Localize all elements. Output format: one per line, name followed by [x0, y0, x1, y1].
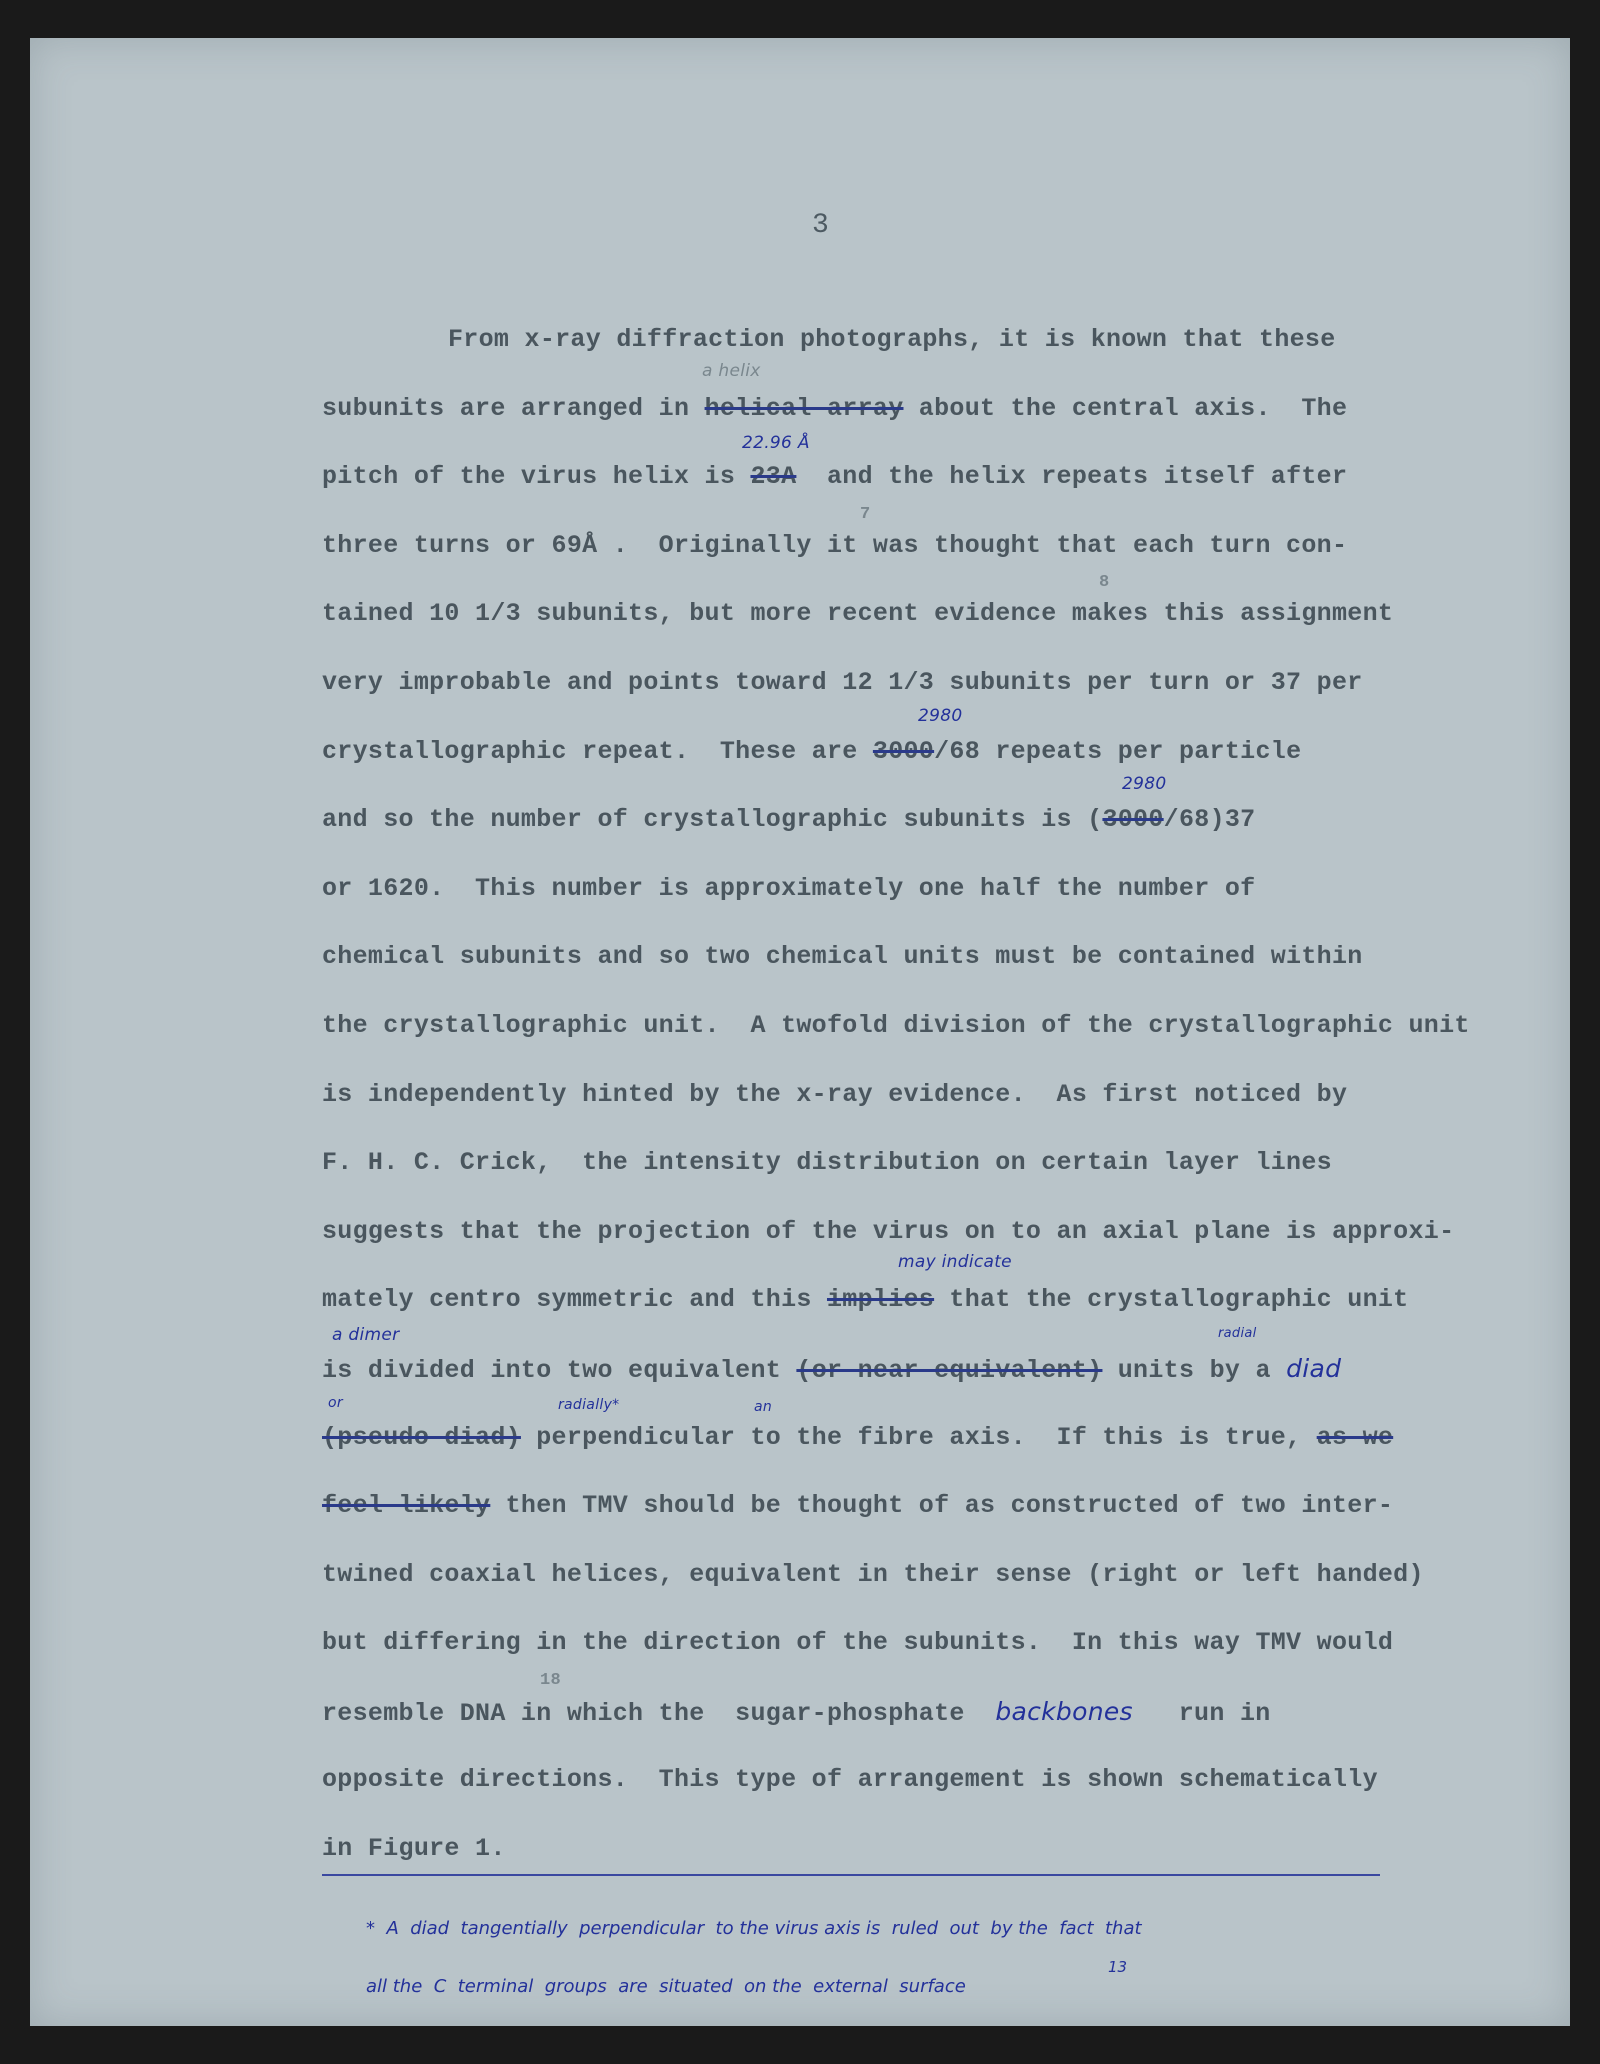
handwritten-annotation: 2980 — [1122, 774, 1167, 795]
handwritten-annotation: 22.96 Å — [742, 433, 810, 454]
footnote-divider — [322, 1874, 1380, 1876]
text-line: or 1620. This number is approximately one half the number of — [322, 873, 1256, 903]
text-line: and so the number of crystallographic subunits is (3000/68)37 2980 — [322, 774, 1256, 835]
text-line: the crystallographic unit. A twofold division of the crystallographic unit — [322, 1010, 1470, 1040]
text-line: From x-ray diffraction photographs, it is known that these — [448, 325, 1336, 354]
text-line: (pseudo diad) perpendicular to the fibre axis. If this is true, as we or radially* an — [322, 1394, 1394, 1452]
page-number: 3 — [812, 210, 829, 241]
typed-body — [322, 306, 1502, 1884]
text-line: three turns or 69Å . Originally it was thought that each turn con- 7 — [322, 504, 1348, 560]
struck-text: (or near equivalent) — [796, 1355, 1103, 1385]
paper-sheet — [30, 38, 1570, 2026]
text-line: tained 10 1/3 subunits, but more recent evidence makes this assignment 8 — [322, 573, 1394, 629]
handwritten-annotation: may indicate — [898, 1252, 1012, 1273]
reference-marker: 18 — [540, 1670, 562, 1690]
text-line: feel likely then TMV should be thought of as constructed of two inter- — [322, 1491, 1394, 1521]
handwritten-annotation: 2980 — [918, 705, 963, 726]
text-line: very improbable and points toward 12 1/3 subunits per turn or 37 per — [322, 667, 1363, 697]
handwritten-annotation: radial — [1218, 1325, 1257, 1341]
reference-marker: 7 — [860, 504, 871, 524]
text-line: F. H. C. Crick, the intensity distribution on certain layer lines — [322, 1148, 1332, 1178]
handwritten-insert: diad — [1286, 1353, 1342, 1383]
struck-text: 23A — [750, 462, 797, 492]
text-line: resemble DNA in which the sugar-phosphate backbones run in 18 — [322, 1670, 1271, 1728]
text-line: is independently hinted by the x-ray evidence. As first noticed by — [322, 1079, 1348, 1109]
text-line: mately centro symmetric and this implies that the crystallographic unit may indicate — [322, 1252, 1409, 1315]
text-line: suggests that the projection of the virus on to an axial plane is approxi- — [322, 1216, 1455, 1246]
struck-text: (pseudo diad) — [322, 1422, 521, 1452]
reference-marker: 8 — [1099, 573, 1110, 593]
struck-text: helical array — [704, 393, 904, 423]
reference-marker: 13 — [1108, 1958, 1128, 1976]
text-line: chemical subunits and so two chemical units must be contained within — [322, 942, 1363, 972]
handwritten-annotation: a dimer — [332, 1324, 400, 1345]
handwritten-annotation: a helix — [702, 360, 761, 381]
struck-text: as we — [1316, 1422, 1394, 1452]
footnote — [366, 1900, 1446, 2016]
text-line: is divided into two equivalent (or near equivalent) units by a diad a dimer radial — [322, 1324, 1342, 1385]
handwritten-annotation: or — [328, 1394, 343, 1411]
footnote-line: all the C terminal groups are situated on the external surface 13 — [366, 1958, 1128, 1997]
text-line: in Figure 1. — [322, 1834, 506, 1864]
text-line: crystallographic repeat. These are 3000/68 repeats per particle 2980 — [322, 705, 1302, 766]
text-line: subunits are arranged in helical array about the central axis. The a helix — [322, 360, 1348, 423]
text-line: twined coaxial helices, equivalent in their sense (right or left handed) — [322, 1559, 1424, 1589]
footnote-line: * A diad tangentially perpendicular to the virus axis is ruled out by the fact that — [366, 1918, 1142, 1939]
text-line: pitch of the virus helix is 23A and the helix repeats itself after 22.96 Å — [322, 433, 1348, 492]
handwritten-insert: backbones — [995, 1696, 1133, 1726]
struck-text: 3000 — [872, 736, 935, 766]
struck-text: implies — [826, 1285, 935, 1315]
handwritten-annotation: radially* — [558, 1396, 620, 1413]
struck-text: 3000 — [1102, 805, 1164, 835]
text-line: opposite directions. This type of arrangement is shown schematically — [322, 1765, 1378, 1795]
struck-text: feel likely — [322, 1491, 491, 1521]
text-line: but differing in the direction of the subunits. In this way TMV would — [322, 1628, 1394, 1658]
handwritten-annotation: an — [754, 1398, 773, 1415]
